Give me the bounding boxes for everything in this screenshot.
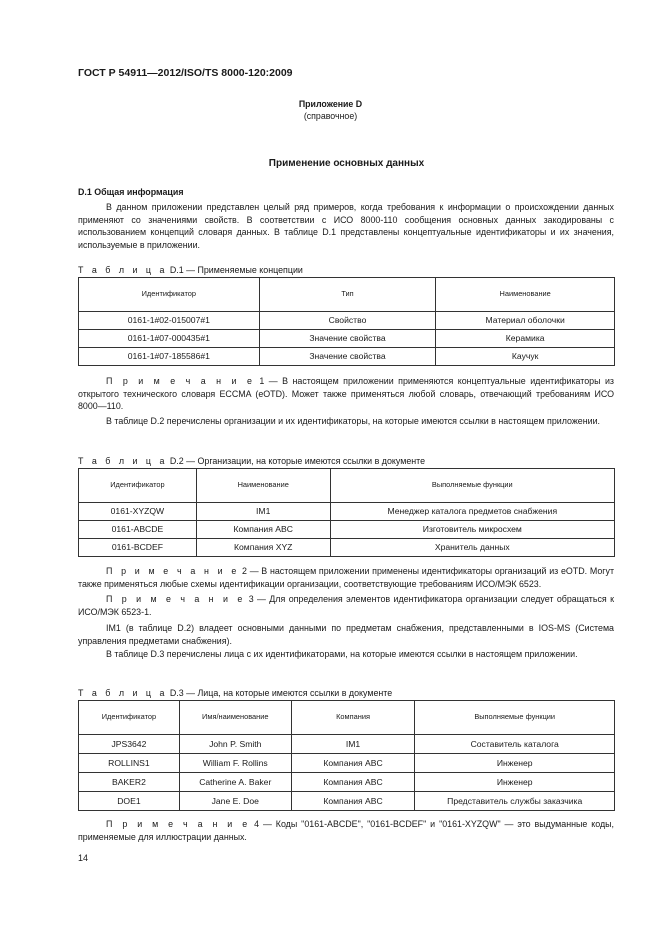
table-cell: Компания ABC bbox=[291, 773, 415, 792]
table-cell: Catherine A. Baker bbox=[179, 773, 291, 792]
appendix-subtitle: (справочное) bbox=[303, 111, 358, 121]
table-row bbox=[79, 792, 615, 811]
table-header-cell: Идентификатор bbox=[79, 469, 197, 503]
table-cell: Компания XYZ bbox=[196, 539, 330, 557]
page-number: 14 bbox=[78, 853, 89, 863]
table-header-row bbox=[79, 278, 615, 312]
table1-caption-label: Т а б л и ц а bbox=[78, 265, 168, 275]
table-cell: 0161-BCDEF bbox=[79, 539, 197, 557]
table-cell: DOE1 bbox=[79, 792, 180, 811]
table-cell: John P. Smith bbox=[179, 735, 291, 754]
table-row bbox=[79, 503, 615, 521]
table-cell: Компания ABC bbox=[196, 521, 330, 539]
table-organizations bbox=[78, 468, 615, 557]
subsection-title: Общая информация bbox=[94, 187, 184, 197]
section-title: Применение основных данных bbox=[268, 158, 425, 169]
table2-caption bbox=[78, 455, 425, 468]
table-cell: 0161-XYZQW bbox=[79, 503, 197, 521]
table-cell: Компания ABC bbox=[291, 754, 415, 773]
table-header-row bbox=[79, 701, 615, 735]
standard-designation: ГОСТ Р 54911—2012/ISO/TS 8000-120:2009 bbox=[78, 67, 293, 79]
note-text: 3 — Для определения элементов идентификатора организации следует обращаться к ИСО/МЭК 6523-1. bbox=[78, 594, 615, 617]
table-cell: 0161-ABCDE bbox=[79, 521, 197, 539]
table-cell: William F. Rollins bbox=[179, 754, 291, 773]
table-cell: Менеджер каталога предметов снабжения bbox=[330, 503, 614, 521]
note-1 bbox=[78, 375, 614, 413]
table1-caption-text: D.1 — Применяемые концепции bbox=[169, 265, 303, 275]
table-cell: Компания ABC bbox=[291, 792, 415, 811]
table-row bbox=[79, 312, 615, 330]
table-cell: IM1 bbox=[196, 503, 330, 521]
table-cell: BAKER2 bbox=[79, 773, 180, 792]
table-cell: Изготовитель микросхем bbox=[330, 521, 614, 539]
note-label: П р и м е ч а н и е bbox=[106, 376, 255, 386]
note-label: П р и м е ч а н и е bbox=[106, 594, 246, 604]
table3-caption bbox=[78, 687, 392, 700]
table-concepts bbox=[78, 277, 615, 366]
subsection-number: D.1 bbox=[78, 187, 92, 197]
table-cell: IM1 bbox=[291, 735, 415, 754]
subsection-heading bbox=[78, 186, 614, 199]
table2-caption-text: D.2 — Организации, на которые имеются ссылки в документе bbox=[169, 456, 426, 466]
table-cell: Составитель каталога bbox=[415, 735, 615, 754]
paragraph-intro: В данном приложении представлен целый ряд примеров, когда требования к информации о происхождении данных применяют со значениями свойств. В соответствии с ИСО 8000-110 сообщения основных данных закодированы с использованием концепций словаря данных. В таблице D.1 представлены концептуальные идентификаторы и их значения, используемые в приложении. bbox=[78, 202, 614, 250]
paragraph-table3-intro: В таблице D.3 перечислены лица с их идентификаторами, на которые имеются ссылки в настоящем приложении. bbox=[106, 649, 578, 659]
table-cell: 0161-1#07-000435#1 bbox=[79, 330, 260, 348]
table-header-row bbox=[79, 469, 615, 503]
table-header-cell: Наименование bbox=[196, 469, 330, 503]
table-cell: Jane E. Doe bbox=[179, 792, 291, 811]
table-header-cell: Наименование bbox=[436, 278, 615, 312]
table-header-cell: Выполняемые функции bbox=[415, 701, 615, 735]
table-cell: Инженер bbox=[415, 754, 615, 773]
note-text: 1 — В настоящем приложении применяются концептуальные идентификаторы из открытого технического словаря ECCMA (eOTD). Может также применяться любой словарь, отвечающий требованиям ИСО 8000—110. bbox=[78, 376, 614, 412]
table2-caption-label: Т а б л и ц а bbox=[78, 456, 168, 466]
table-row bbox=[79, 348, 615, 366]
table-cell: ROLLINS1 bbox=[79, 754, 180, 773]
table-row bbox=[79, 773, 615, 792]
table-header-cell: Имя/наименование bbox=[179, 701, 291, 735]
table-row bbox=[79, 330, 615, 348]
table3-caption-text: D.3 — Лица, на которые имеются ссылки в документе bbox=[169, 688, 393, 698]
table-cell: Значение свойства bbox=[259, 348, 436, 366]
table-header-cell: Идентификатор bbox=[79, 701, 180, 735]
table-row bbox=[79, 735, 615, 754]
table-header-cell: Компания bbox=[291, 701, 415, 735]
table-cell: Свойство bbox=[259, 312, 436, 330]
note-text: 2 — В настоящем приложении применены идентификаторы организаций из eOTD. Могут также применяться любые схемы идентификации организации, соответствующие требованиям ИСО/МЭК 6523. bbox=[78, 566, 615, 589]
note-text: 4 — Коды "0161-ABCDE", "0161-BCDEF" и "0161-XYZQW" — это выдуманные коды, применяемые для иллюстрации данных. bbox=[78, 819, 614, 842]
table1-caption bbox=[78, 264, 303, 277]
table-cell: Материал оболочки bbox=[436, 312, 615, 330]
table-header-cell: Выполняемые функции bbox=[330, 469, 614, 503]
note-label: П р и м е ч а н и е bbox=[106, 819, 251, 829]
table3-caption-label: Т а б л и ц а bbox=[78, 688, 168, 698]
table-cell: 0161-1#07-185586#1 bbox=[79, 348, 260, 366]
table-persons bbox=[78, 700, 615, 811]
table-row bbox=[79, 754, 615, 773]
paragraph-im1: IM1 (в таблице D.2) владеет основными данными по предметам снабжения, представленными в IOS-MS (Система управления предметами снабжения). bbox=[78, 623, 614, 646]
note-2 bbox=[78, 565, 614, 590]
table-header-cell: Идентификатор bbox=[79, 278, 260, 312]
appendix-title: Приложение D bbox=[298, 99, 363, 109]
table-cell: Значение свойства bbox=[259, 330, 436, 348]
table-row bbox=[79, 539, 615, 557]
table-cell: Представитель службы заказчика bbox=[415, 792, 615, 811]
table-cell: Керамика bbox=[436, 330, 615, 348]
note-label: П р и м е ч а н и е bbox=[106, 566, 240, 576]
table-cell: Хранитель данных bbox=[330, 539, 614, 557]
table-cell: JPS3642 bbox=[79, 735, 180, 754]
appendix-heading bbox=[0, 98, 661, 122]
table-header-cell: Тип bbox=[259, 278, 436, 312]
table-cell: Инженер bbox=[415, 773, 615, 792]
note-3 bbox=[78, 593, 614, 618]
paragraph-table2-intro: В таблице D.2 перечислены организации и их идентификаторы, на которые имеются ссылки в настоящем приложении. bbox=[106, 416, 600, 426]
note-4 bbox=[78, 818, 614, 843]
table-row bbox=[79, 521, 615, 539]
table-cell: Каучук bbox=[436, 348, 615, 366]
table-cell: 0161-1#02-015007#1 bbox=[79, 312, 260, 330]
